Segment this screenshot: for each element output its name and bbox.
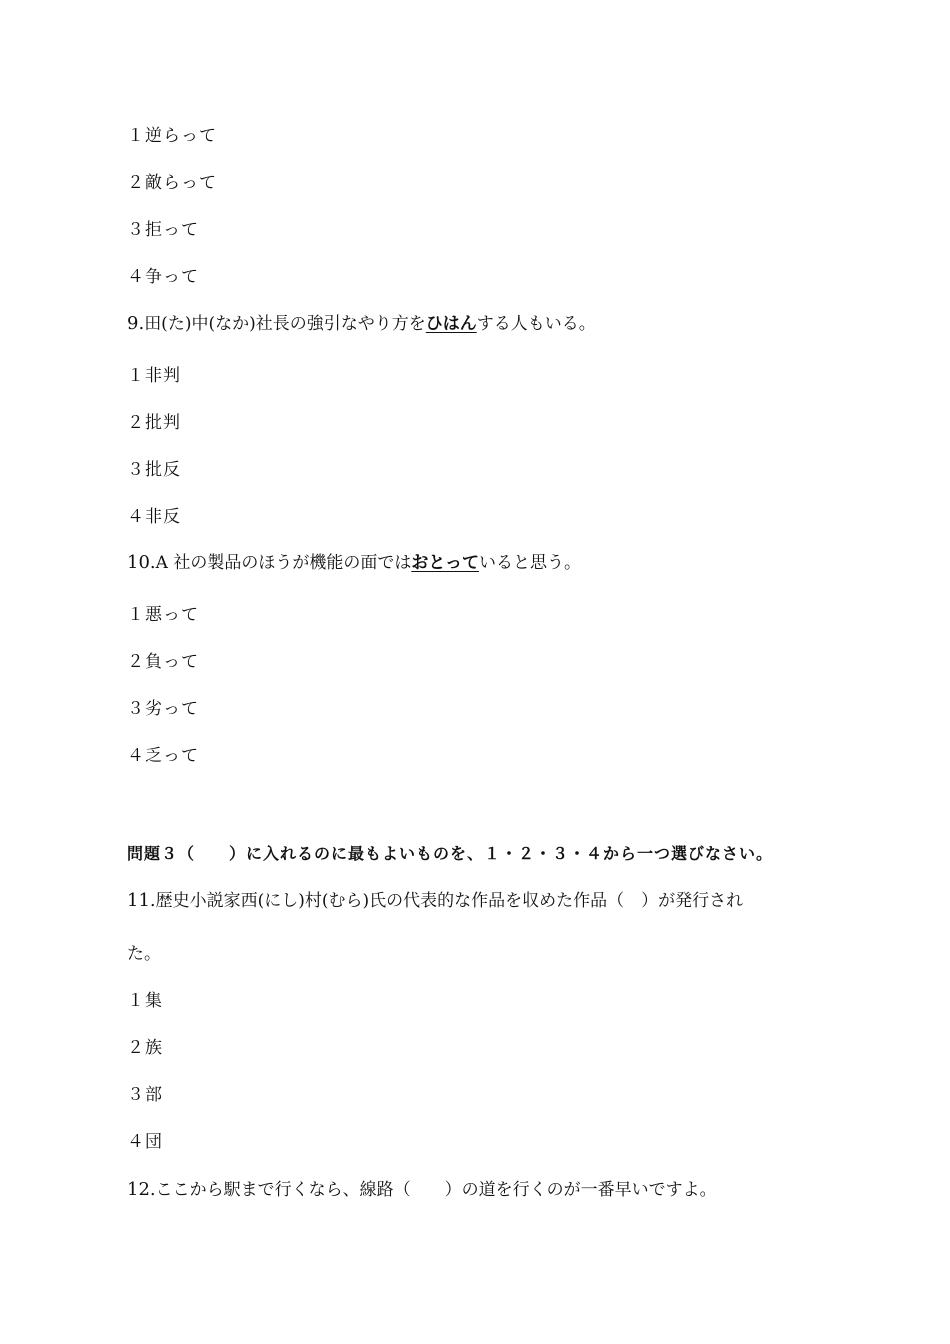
q8-option-1: １逆らって	[127, 126, 217, 146]
q9-number: 9.	[127, 313, 145, 334]
q10-option-1: １悪って	[127, 605, 199, 625]
q10-text-after: いると思う。	[479, 553, 581, 573]
q9-text-after: する人もいる。	[476, 314, 596, 334]
q11-text-line2: た。	[127, 944, 161, 964]
q10-option-2: ２負って	[127, 652, 199, 672]
q9-text-before: 田(た)中(なか)社長の強引なやり方を	[144, 314, 426, 334]
q10-option-3: ３劣って	[127, 699, 199, 719]
q11-option-3: ３部	[127, 1085, 163, 1105]
q11-question	[127, 889, 743, 913]
q10-target-word: おとって	[411, 553, 479, 573]
q10-question	[127, 551, 581, 575]
q12-text: ここから駅まで行くなら、線路（ ）の道を行くのが一番早いですよ。	[155, 1180, 717, 1200]
q11-option-4: ４団	[127, 1132, 163, 1152]
q8-option-2: ２敵らって	[127, 173, 217, 193]
section-3-heading: 問題３（ ）に入れるのに最もよいものを、１・２・３・４から一つ選びなさい。	[127, 844, 774, 863]
q10-text-before: A 社の製品のほうが機能の面では	[155, 553, 412, 573]
q8-option-3: ３拒って	[127, 220, 199, 240]
q8-option-4: ４争って	[127, 267, 199, 287]
q10-option-4: ４乏って	[127, 746, 199, 766]
q11-number: 11.	[127, 890, 156, 911]
q9-target-word: ひはん	[425, 314, 477, 334]
q9-question	[127, 312, 596, 336]
q11-option-1: １集	[127, 991, 163, 1011]
q11-text-line1: 歴史小説家西(にし)村(むら)氏の代表的な作品を収めた作品（ ）が発行され	[155, 891, 744, 911]
q10-number: 10.	[127, 552, 156, 573]
q11-option-2: ２族	[127, 1038, 163, 1058]
q12-number: 12.	[127, 1179, 156, 1200]
q9-option-1: １非判	[127, 366, 181, 386]
q9-option-4: ４非反	[127, 507, 181, 527]
q12-question	[127, 1178, 717, 1202]
q9-option-2: ２批判	[127, 413, 181, 433]
q9-option-3: ３批反	[127, 460, 181, 480]
